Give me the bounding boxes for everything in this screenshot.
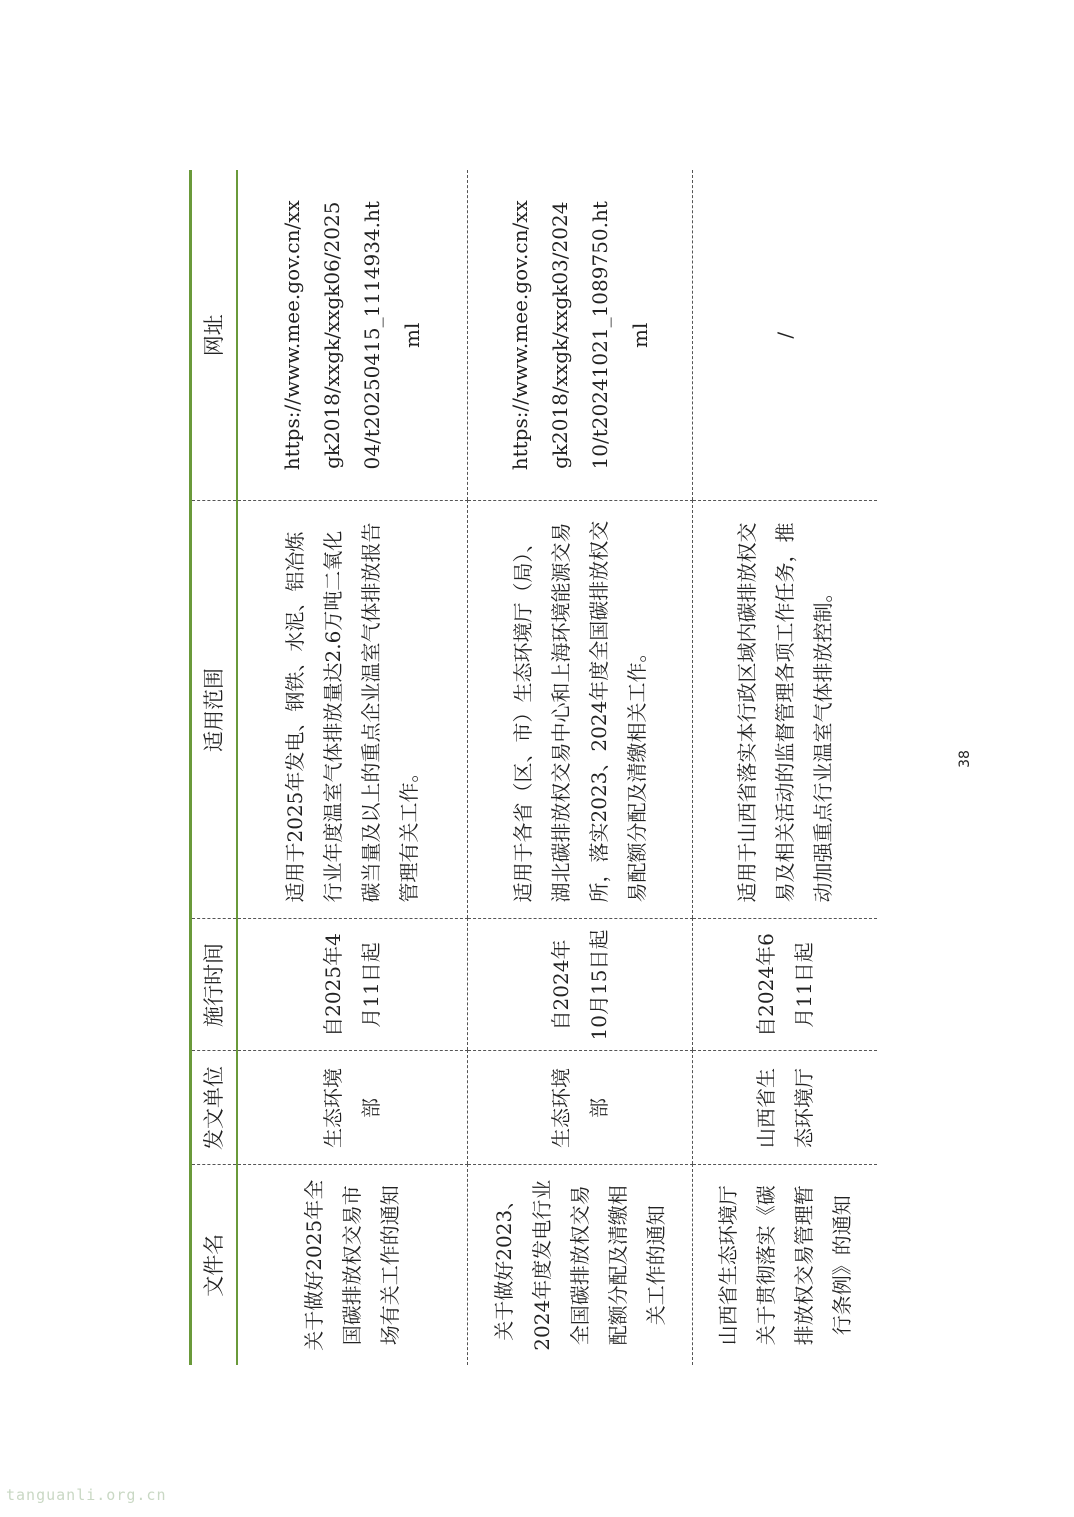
cell-effective-date: 自2025年4月11日起: [237, 919, 467, 1051]
cell-scope: 适用于2025年发电、钢铁、水泥、铝冶炼行业年度温室气体排放量达2.6万吨二氧化碳当量及以上的重点企业温室气体排放报告管理有关工作。: [237, 501, 467, 919]
cell-issuer: 生态环境部: [237, 1051, 467, 1165]
table-header-row: [191, 170, 238, 1365]
cell-file-name: 关于做好2023、2024年度发电行业全国碳排放权交易配额分配及清缴相关工作的通知: [467, 1165, 692, 1365]
header-file-name: 文件名: [191, 1165, 238, 1365]
cell-file-name: 关于做好2025年全国碳排放权交易市场有关工作的通知: [237, 1165, 467, 1365]
cell-effective-date: 自2024年10月15日起: [467, 919, 692, 1051]
cell-effective-date: 自2024年6月11日起: [692, 919, 877, 1051]
table-row: [692, 170, 877, 1365]
cell-scope: 适用于各省（区、市）生态环境厅（局）、湖北碳排放权交易中心和上海环境能源交易所，落实2023、2024年度全国碳排放权交易配额分配及清缴相关工作。: [467, 501, 692, 919]
cell-file-name: 山西省生态环境厅关于贯彻落实《碳排放权交易管理暂行条例》的通知: [692, 1165, 877, 1365]
regulation-table: [189, 170, 877, 1365]
header-effective-date: 施行时间: [191, 919, 238, 1051]
cell-scope: 适用于山西省落实本行政区域内碳排放权交易及相关活动的监督管理各项工作任务，推动加强重点行业温室气体排放控制。: [692, 501, 877, 919]
cell-issuer: 山西省生态环境厅: [692, 1051, 877, 1165]
table-row: [237, 170, 467, 1365]
page-number: 38: [957, 750, 973, 768]
rotated-page-content: [189, 170, 873, 1365]
table-row: [467, 170, 692, 1365]
header-issuer: 发文单位: [191, 1051, 238, 1165]
header-scope: 适用范围: [191, 501, 238, 919]
cell-url[interactable]: https://www.mee.gov.cn/xxgk2018/xxgk/xxgk06/202504/t20250415_1114934.html: [237, 170, 467, 501]
cell-issuer: 生态环境部: [467, 1051, 692, 1165]
cell-url: /: [772, 331, 797, 339]
header-url: 网址: [191, 170, 238, 501]
cell-url[interactable]: https://www.mee.gov.cn/xxgk2018/xxgk/xxgk03/202410/t20241021_1089750.html: [467, 170, 692, 501]
watermark: tanguanli.org.cn: [6, 1486, 167, 1504]
